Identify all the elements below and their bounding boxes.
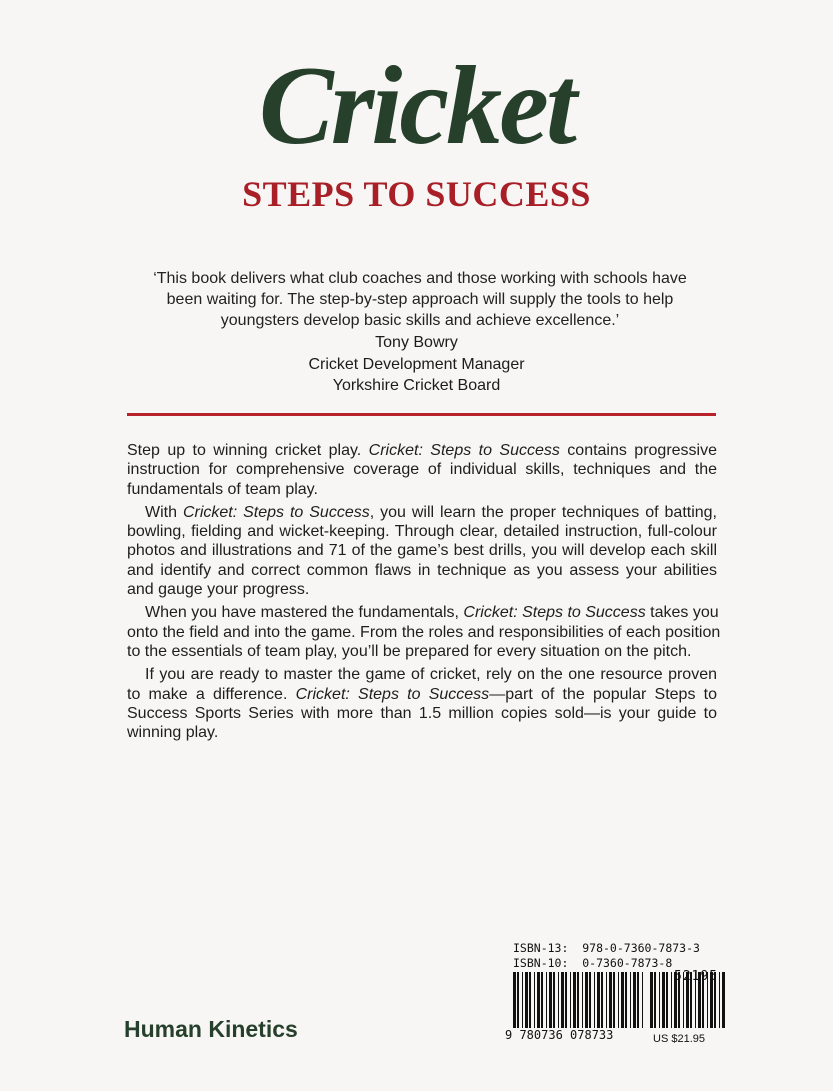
blurb-line: onto the field and into the game. From the roles and responsibilities of each position [127,623,721,641]
barcode-bar [650,972,653,1028]
barcode-bar [517,972,519,1028]
quote-author: Tony Bowry [375,334,458,351]
barcode-bar [558,972,559,1028]
blurb-line: winning play. [127,724,219,742]
barcode-bar [585,972,588,1028]
quote-attribution [0,332,833,397]
barcode-bar [553,972,555,1028]
blurb-line: instruction for comprehensive coverage of individual skills, techniques and the [127,461,717,479]
book-title: Cricket [259,44,574,168]
blurb-line: Success Sports Series with more than 1.5 million copies sold—is your guide to [127,704,717,722]
barcode-bar [642,972,643,1028]
ean-digits: 9 780736 078733 [505,1028,614,1042]
quote-line: been waiting for. The step-by-step approach will supply the tools to help [166,291,674,308]
price-label: US $21.95 [653,1033,705,1045]
barcode-bar [722,972,725,1028]
barcode-bar [573,972,576,1028]
barcode-bar [719,972,720,1028]
blurb-line: Step up to winning cricket play. Cricket: Steps to Success contains progressive [127,442,718,459]
barcode-bar [549,972,552,1028]
blurb-paragraph [127,441,717,499]
barcode-bar [666,972,668,1028]
blurb-paragraph [127,603,721,661]
barcode-bar [613,972,615,1028]
quote-line: youngsters develop basic skills and achieve excellence.’ [220,312,620,329]
barcode-bar [522,972,523,1028]
barcode-bar [589,972,591,1028]
barcode-bar [570,972,571,1028]
barcode-bar [630,972,631,1028]
blurb-line: photos and illustrations and 71 of the game’s best drills, you will develop each skill [127,542,717,560]
endorsement-quote [120,268,720,331]
barcode-bar [565,972,567,1028]
isbn-10: ISBN-10: 0-7360-7873-8 [513,956,673,970]
blurb-line: If you are ready to master the game of cricket, rely on the one resource proven [145,666,717,684]
barcode-bar [671,972,672,1028]
blurb-line: and identify and correct common flaws in technique as you assess your abilities [127,561,717,579]
barcode-bar [659,972,660,1028]
barcode-bar [618,972,619,1028]
barcode-bar [637,972,639,1028]
blurb-line: When you have mastered the fundamentals, Cricket: Steps to Success takes you [145,604,719,622]
blurb-paragraph [127,503,717,599]
barcode-bar [594,972,595,1028]
barcode-bar [582,972,583,1028]
barcode-bar [534,972,535,1028]
isbn-13: ISBN-13: 978-0-7360-7873-3 [513,941,700,955]
price-code: 52195 [674,969,719,984]
barcode-bar [606,972,607,1028]
blurb-line: fundamentals of team play. [127,480,318,498]
barcode-bar [546,972,547,1028]
book-subtitle: STEPS TO SUCCESS [242,174,591,214]
barcode-bar [525,972,528,1028]
quote-author-org: Yorkshire Cricket Board [332,377,501,394]
barcode-bar [529,972,531,1028]
quote-line: ‘This book delivers what club coaches and those working with schools have [153,270,687,287]
blurb-line: With Cricket: Steps to Success, you will learn the proper techniques of batting, [145,503,718,521]
barcode-bar [561,972,564,1028]
barcode-bar [609,972,612,1028]
barcode-bar [654,972,656,1028]
barcode-bar [541,972,543,1028]
publisher-name: Human Kinetics [124,1016,298,1042]
barcode-bar [662,972,665,1028]
barcode-bar [537,972,540,1028]
barcode-bar [513,972,516,1028]
blurb-text [127,441,721,746]
barcode-bar [621,972,624,1028]
blurb-line: to the essentials of team play, you’ll be prepared for every situation on the pitch. [127,642,692,660]
barcode-bar [577,972,579,1028]
barcode-bar [597,972,600,1028]
isbn-block [513,941,700,971]
blurb-line: and gauge your progress. [127,581,310,599]
barcode-bar [633,972,636,1028]
blurb-line: bowling, fielding and wicket-keeping. Through clear, detailed instruction, full-colour [127,523,717,541]
quote-author-role: Cricket Development Manager [308,355,525,373]
blurb-paragraph [127,665,717,742]
barcode-bar [625,972,627,1028]
blurb-line: to make a difference. Cricket: Steps to Success—part of the popular Steps to [127,685,717,703]
barcode-bar [601,972,603,1028]
divider-rule [127,413,716,416]
